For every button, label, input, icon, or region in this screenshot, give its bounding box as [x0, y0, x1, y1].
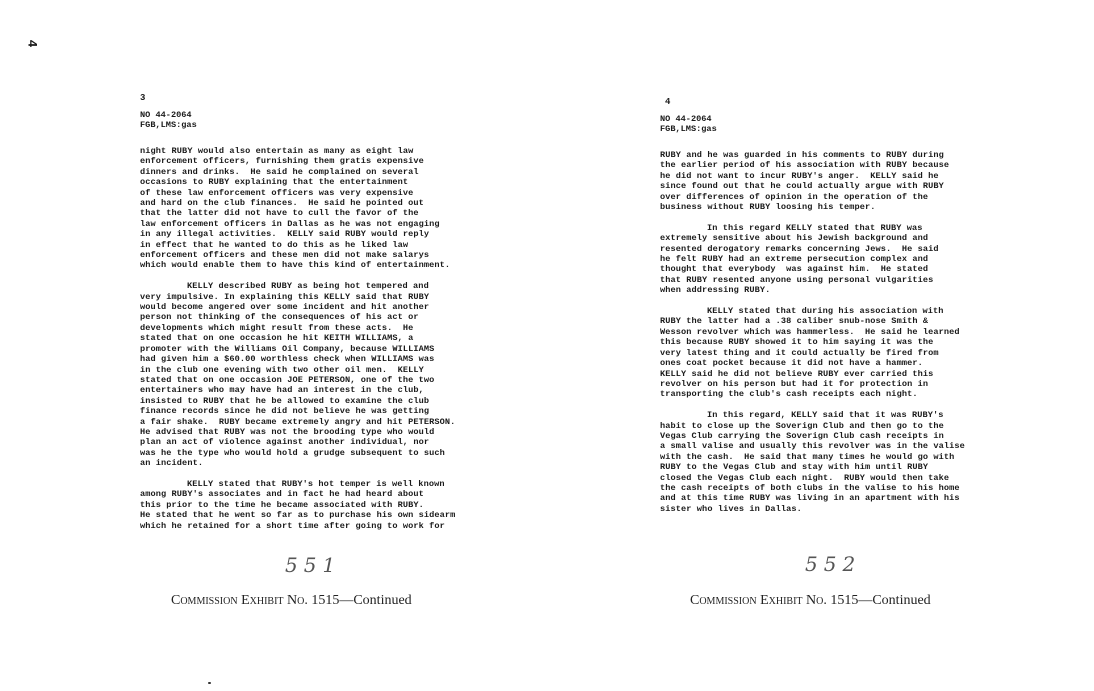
left-handwritten-page-number: 551 — [285, 553, 342, 577]
text-line: would become angered over some incident and hit another — [140, 302, 430, 313]
scan-speck — [208, 682, 211, 684]
paragraph — [660, 223, 965, 296]
text-line: of these law enforcement officers was very expensive — [140, 187, 414, 198]
text-line: resented derogatory remarks concerning Jews. He said — [660, 243, 939, 254]
text-line: revolver on his person but had it for protection in — [660, 378, 929, 389]
left-file-number: NO 44-2064 — [140, 110, 192, 120]
text-line: RUBY to the Vegas Club and stay with him until RUBY — [660, 462, 929, 473]
text-line: enforcement officers and these men did not make salarys — [140, 250, 430, 261]
text-line: enforcement officers, furnishing them gratis expensive — [140, 156, 424, 167]
text-line: sister who lives in Dallas. — [660, 503, 802, 514]
text-line: entertainers who may have had an interest in the club, — [140, 385, 424, 396]
text-line: In this regard KELLY stated that RUBY was — [707, 222, 923, 233]
text-line: transporting the club's cash receipts each night. — [660, 389, 918, 400]
text-line: Wesson revolver which was hammerless. He said he learned — [660, 326, 960, 337]
right-file-number: NO 44-2064 — [660, 114, 712, 124]
text-line: thought that everybody was against him. He stated — [660, 264, 929, 275]
paragraph — [140, 146, 455, 271]
text-line: stated that on one occasion he hit KEITH WILLIAMS, a — [140, 333, 414, 344]
right-body-text — [660, 150, 965, 525]
left-exhibit-caption — [171, 593, 412, 609]
text-line: He advised that RUBY was not the brooding type who would — [140, 426, 435, 437]
paragraph — [660, 150, 965, 212]
text-line: dinners and drinks. He said he complained on several — [140, 166, 419, 177]
right-caption-suffix: 1515—Continued — [830, 593, 931, 608]
text-line: which he retained for a short time after going to work for — [140, 520, 445, 531]
text-line: when addressing RUBY. — [660, 285, 771, 296]
text-line: KELLY stated that RUBY's hot temper is well known — [187, 478, 445, 489]
text-line: over differences of opinion in the operation of the — [660, 191, 929, 202]
text-line: plan an act of violence against another individual, nor — [140, 437, 430, 448]
text-line: a fair shake. RUBY became extremely angry and hit PETERSON. — [140, 416, 456, 427]
text-line: Vegas Club carrying the Soverign Club cash receipts in — [660, 430, 944, 441]
text-line: very latest thing and it could actually be fired from — [660, 347, 939, 358]
text-line: was he the type who would hold a grudge subsequent to such — [140, 447, 445, 458]
text-line: developments which might result from these acts. He — [140, 322, 414, 333]
text-line: night RUBY would also entertain as many as eight law — [140, 146, 414, 156]
text-line: occasions to RUBY explaining that the entertainment — [140, 177, 409, 188]
text-line: he did not want to incur RUBY's anger. KELLY said he — [660, 170, 939, 181]
right-exhibit-caption — [690, 593, 931, 609]
left-page-number: 3 — [140, 93, 146, 103]
text-line: a small valise and usually this revolver was in the valise — [660, 441, 965, 452]
text-line: this because RUBY showed it to him saying it was the — [660, 337, 934, 348]
text-line: He stated that he went so far as to purchase his own sidearm — [140, 510, 456, 521]
text-line: law enforcement officers in Dallas as he was not engaging — [140, 218, 440, 229]
text-line: and hard on the club finances. He said he pointed out — [140, 198, 424, 209]
left-body-text — [140, 146, 455, 541]
text-line: promoter with the Williams Oil Company, because WILLIAMS — [140, 343, 435, 354]
text-line: RUBY the latter had a .38 caliber snub-nose Smith & — [660, 316, 929, 327]
text-line: in any illegal activities. KELLY said RUBY would reply — [140, 229, 430, 240]
text-line: in effect that he wanted to do this as he liked law — [140, 239, 409, 250]
text-line: finance records since he did not believe he was getting — [140, 406, 430, 417]
right-caption-prefix: Commission Exhibit No. — [690, 593, 827, 608]
text-line: since found out that he could actually argue with RUBY — [660, 181, 944, 192]
paragraph — [660, 306, 965, 400]
text-line: extremely sensitive about his Jewish background and — [660, 233, 929, 244]
text-line: KELLY described RUBY as being hot tempered and — [187, 281, 429, 292]
text-line: In this regard, KELLY said that it was RUBY's — [707, 410, 944, 421]
text-line: insisted to RUBY that he be allowed to examine the club — [140, 395, 430, 406]
text-line: in the club one evening with two other oil men. KELLY — [140, 364, 424, 375]
text-line: he felt RUBY had an extreme persecution complex and — [660, 254, 929, 265]
text-line: that RUBY resented anyone using personal vulgarities — [660, 274, 934, 285]
paragraph — [140, 479, 455, 531]
text-line: and at this time RUBY was living in an apartment with his — [660, 493, 960, 504]
right-page-number: 4 — [665, 97, 671, 107]
right-initials: FGB,LMS:gas — [660, 124, 717, 135]
text-line: that the latter did not have to cull the favor of the — [140, 208, 419, 219]
text-line: had given him a $60.00 worthless check when WILLIAMS was — [140, 354, 435, 365]
text-line: very impulsive. In explaining this KELLY said that RUBY — [140, 291, 430, 302]
text-line: with the cash. He said that many times he would go with — [660, 451, 955, 462]
left-caption-prefix: Commission Exhibit No. — [171, 593, 308, 608]
text-line: RUBY and he was guarded in his comments to RUBY during — [660, 150, 944, 160]
right-file-reference — [660, 114, 717, 135]
text-line: ones coat pocket because it did not have a hammer. — [660, 358, 923, 369]
left-caption-suffix: 1515—Continued — [311, 593, 412, 608]
text-line: KELLY said he did not believe RUBY ever carried this — [660, 368, 934, 379]
text-line: person not thinking of the consequences of his act or — [140, 312, 419, 323]
text-line: KELLY stated that during his association with — [707, 306, 944, 317]
text-line: the cash receipts of both clubs in the valise to his home — [660, 482, 960, 493]
text-line: business without RUBY loosing his temper. — [660, 202, 876, 213]
left-file-reference — [140, 110, 197, 131]
text-line: the earlier period of his association with RUBY because — [660, 160, 950, 171]
text-line: habit to close up the Soverign Club and then go to the — [660, 420, 944, 431]
text-line: this prior to the time he became associated with RUBY. — [140, 499, 424, 510]
text-line: which would enable them to have this kind of entertainment. — [140, 260, 451, 271]
left-initials: FGB,LMS:gas — [140, 120, 197, 131]
text-line: stated that on one occasion JOE PETERSON, one of the two — [140, 374, 435, 385]
text-line: among RUBY's associates and in fact he had heard about — [140, 489, 424, 500]
right-handwritten-page-number: 552 — [805, 552, 862, 576]
paragraph — [140, 281, 455, 468]
text-line: closed the Vegas Club each night. RUBY would then take — [660, 472, 950, 483]
text-line: an incident. — [140, 458, 204, 469]
corner-page-mark: 4 — [24, 39, 40, 48]
paragraph — [660, 410, 965, 514]
